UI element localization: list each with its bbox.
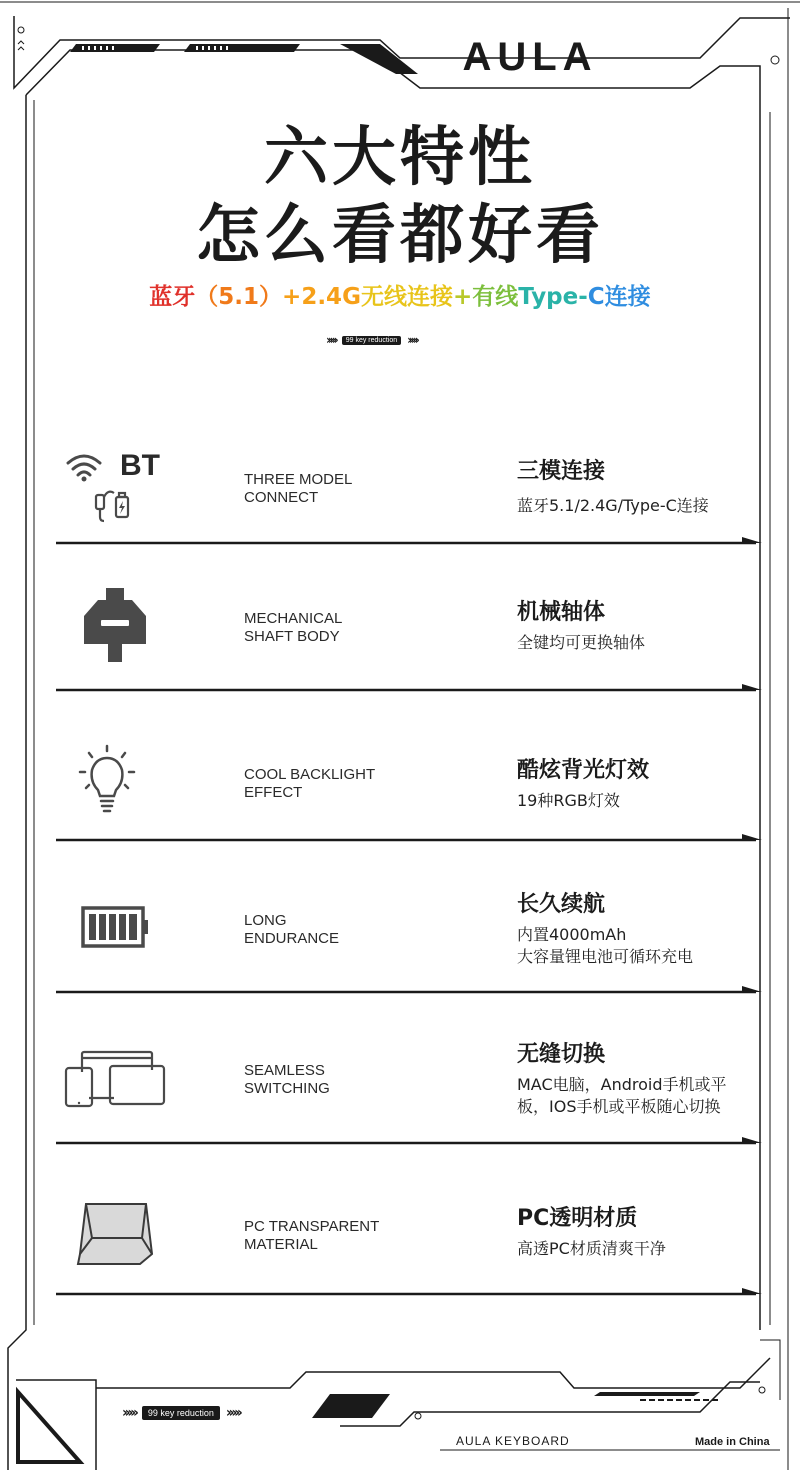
feature-row-three-model [56,445,762,565]
feature-en-title: THREE MODEL CONNECT [244,471,353,506]
mechanical-switch-icon [56,588,176,688]
headline-line-1: 六大特性 [264,121,536,195]
subtitle-part: Type- [518,284,588,310]
battery-icon [56,890,176,990]
divider-arrow [56,832,762,844]
subtitle-part: （5.1） [195,284,283,310]
feature-zh-desc: 19种RGB灯效 [517,791,620,810]
subtitle-part: 有线 [472,284,519,310]
key-reduction-label: 99 key reduction [142,1406,220,1420]
feature-zh-title: 三模连接 [517,459,606,484]
chevrons-icon: ››››› [326,333,336,347]
feature-en-title: LONG ENDURANCE [244,912,340,947]
divider-arrow [56,682,762,694]
chevrons-icon: ››››› [407,333,417,347]
aula-logo [440,32,620,82]
feature-zh-desc: 蓝牙5.1/2.4G/Type-C连接 [517,496,709,515]
svg-text:AULA: AULA [462,35,598,79]
feature-en-title: PC TRANSPARENT MATERIAL [244,1218,380,1253]
headline-line-2: 怎么看都好看 [196,199,604,273]
feature-zh-title: 机械轴体 [517,600,606,625]
feature-row-backlight [56,740,762,860]
chevrons-icon: ››››› [122,1405,136,1421]
connectivity-subtitle [0,280,800,314]
divider-arrow [56,984,762,996]
subtitle-part: +2.4G [282,284,361,310]
feature-zh-title: PC透明材质 [517,1206,638,1231]
divider-arrow [56,1286,762,1298]
feature-row-switching [56,1040,762,1160]
subtitle-part: 无线连接 [360,284,453,310]
feature-en-title: SEAMLESS SWITCHING [244,1062,330,1097]
key-reduction-label: 99 key reduction [342,336,401,345]
feature-zh-desc: 内置4000mAh 大容量锂电池可循环充电 [517,925,694,966]
keycap-icon [56,1198,176,1298]
key-reduction-tag-top [326,334,417,346]
subtitle-part: 蓝牙 [149,284,196,310]
feature-row-endurance [56,890,762,1010]
bluetooth-label: BT [120,449,160,482]
lightbulb-icon [56,740,176,840]
feature-row-pc-material [56,1198,762,1318]
footer-brand: AULA KEYBOARD [456,1434,570,1448]
chevrons-icon: ››››› [225,1405,240,1421]
divider-arrow [56,535,762,547]
feature-zh-desc: MAC电脑，Android手机或平 板，IOS手机或平板随心切换 [517,1075,727,1116]
feature-row-mechanical [56,588,762,708]
footer-made-in: Made in China [695,1436,770,1448]
feature-zh-title: 长久续航 [517,892,606,917]
feature-zh-title: 无缝切换 [517,1042,606,1067]
divider-arrow [56,1135,762,1147]
subtitle-part: + [452,284,473,310]
feature-zh-title: 酷炫背光灯效 [517,758,650,783]
subtitle-part: C连接 [587,284,651,310]
feature-en-title: MECHANICAL SHAFT BODY [244,610,343,645]
feature-zh-desc: 高透PC材质清爽干净 [517,1239,666,1258]
key-reduction-tag-bottom [122,1406,240,1420]
feature-zh-desc: 全键均可更换轴体 [517,633,646,652]
feature-en-title: COOL BACKLIGHT EFFECT [244,766,376,801]
devices-icon [56,1040,176,1140]
